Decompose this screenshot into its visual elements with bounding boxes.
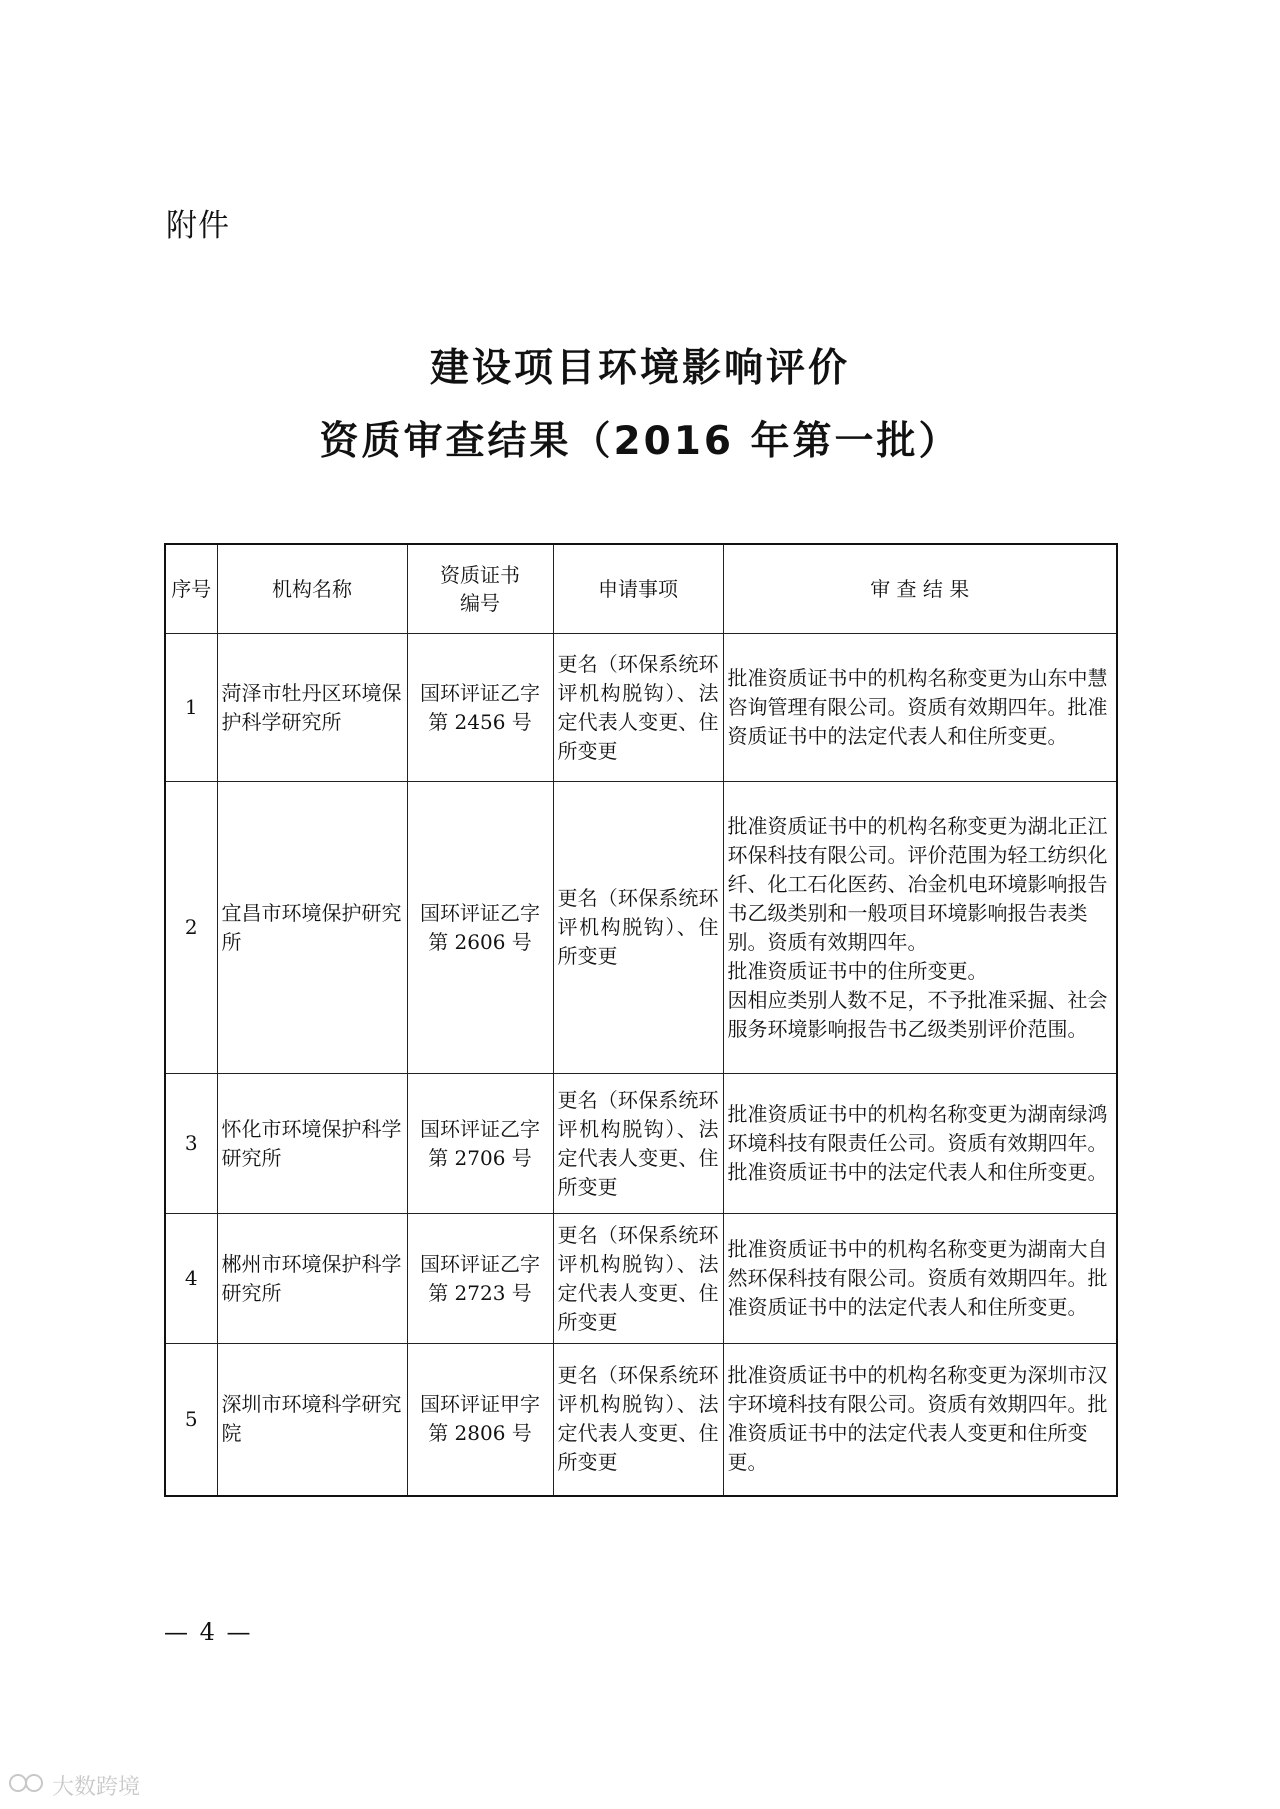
row-cert-line-1: 国环评证乙字	[420, 1251, 540, 1276]
row-result-text: 批准资质证书中的机构名称变更为湖南绿鸿环境科技有限责任公司。资质有效期四年。批准资质证书中的法定代表人和住所变更。	[727, 1102, 1108, 1184]
row-cert-line-1: 国环评证乙字	[420, 900, 540, 925]
page-number: — 4 —	[164, 1618, 253, 1646]
row-org-name: 宜昌市环境保护研究所	[217, 782, 407, 1074]
row-seq: 5	[165, 1344, 217, 1496]
row-cert-number	[407, 782, 553, 1074]
watermark	[8, 1770, 140, 1801]
row-seq: 2	[165, 782, 217, 1074]
row-org-name: 深圳市环境科学研究院	[217, 1344, 407, 1496]
row-org-name: 菏泽市牡丹区环境保护科学研究所	[217, 634, 407, 782]
table-row	[165, 1074, 1117, 1214]
table-body	[165, 634, 1117, 1496]
row-seq: 1	[165, 634, 217, 782]
document-title-line-2: 资质审查结果（2016 年第一批）	[319, 419, 961, 464]
header-cert-line-2: 编号	[460, 591, 500, 615]
row-result	[723, 634, 1117, 782]
row-result	[723, 1074, 1117, 1214]
document-title-line-1: 建设项目环境影响评价	[429, 346, 850, 391]
table-row	[165, 1344, 1117, 1496]
row-cert-line-2: 第 2606 号	[428, 929, 532, 954]
table-row	[165, 782, 1117, 1074]
row-application: 更名（环保系统环评机构脱钩）、法定代表人变更、住所变更	[553, 1074, 723, 1214]
row-seq: 4	[165, 1214, 217, 1344]
row-cert-number	[407, 634, 553, 782]
row-cert-line-2: 第 2806 号	[428, 1421, 532, 1446]
row-cert-number	[407, 1074, 553, 1214]
row-result	[723, 1344, 1117, 1496]
header-seq: 序号	[165, 544, 217, 634]
watermark-text: 大数跨境	[52, 1775, 141, 1800]
header-cert-number	[407, 544, 553, 634]
row-result-text: 批准资质证书中的机构名称变更为湖北正江环保科技有限公司。评价范围为轻工纺织化纤、化工石化医药、冶金机电环境影响报告书乙级类别和一般项目环境影响报告表类别。资质有效期四年。	[727, 813, 1108, 954]
header-cert-line-1: 资质证书	[440, 563, 520, 587]
row-cert-line-2: 第 2456 号	[428, 709, 532, 734]
watermark-logo-icon	[8, 1772, 48, 1800]
row-result-text: 批准资质证书中的机构名称变更为湖南大自然环保科技有限公司。资质有效期四年。批准资质证书中的法定代表人和住所变更。	[727, 1237, 1108, 1319]
header-row	[165, 544, 1117, 634]
row-cert-line-2: 第 2723 号	[428, 1280, 532, 1305]
row-cert-number	[407, 1214, 553, 1344]
row-cert-line-1: 国环评证乙字	[420, 680, 540, 705]
row-cert-line-1: 国环评证乙字	[420, 1116, 540, 1141]
row-result-text: 批准资质证书中的机构名称变更为山东中慧咨询管理有限公司。资质有效期四年。批准资质证书中的法定代表人和住所变更。	[727, 666, 1108, 748]
row-result-text: 批准资质证书中的机构名称变更为深圳市汉宇环境科技有限公司。资质有效期四年。批准资质证书中的法定代表人变更和住所变更。	[727, 1363, 1108, 1475]
row-org-name: 郴州市环境保护科学研究所	[217, 1214, 407, 1344]
row-seq: 3	[165, 1074, 217, 1214]
row-cert-number	[407, 1344, 553, 1496]
row-application: 更名（环保系统环评机构脱钩）、法定代表人变更、住所变更	[553, 634, 723, 782]
table-row	[165, 1214, 1117, 1344]
row-result	[723, 1214, 1117, 1344]
row-cert-line-2: 第 2706 号	[428, 1145, 532, 1170]
review-results-table	[164, 543, 1118, 1497]
row-application: 更名（环保系统环评机构脱钩）、法定代表人变更、住所变更	[553, 1214, 723, 1344]
row-result-text: 批准资质证书中的住所变更。	[727, 958, 988, 983]
row-application: 更名（环保系统环评机构脱钩）、法定代表人变更、住所变更	[553, 1344, 723, 1496]
attachment-label: 附件	[166, 208, 230, 244]
row-result-text: 因相应类别人数不足，不予批准采掘、社会服务环境影响报告书乙级类别评价范围。	[727, 987, 1108, 1041]
row-cert-line-1: 国环评证甲字	[420, 1392, 540, 1417]
table-header	[165, 544, 1117, 634]
header-org-name: 机构名称	[217, 544, 407, 634]
row-org-name: 怀化市环境保护科学研究所	[217, 1074, 407, 1214]
table-row	[165, 634, 1117, 782]
row-result	[723, 782, 1117, 1074]
header-application: 申请事项	[553, 544, 723, 634]
header-result: 审 查 结 果	[723, 544, 1117, 634]
row-application: 更名（环保系统环评机构脱钩）、住所变更	[553, 782, 723, 1074]
